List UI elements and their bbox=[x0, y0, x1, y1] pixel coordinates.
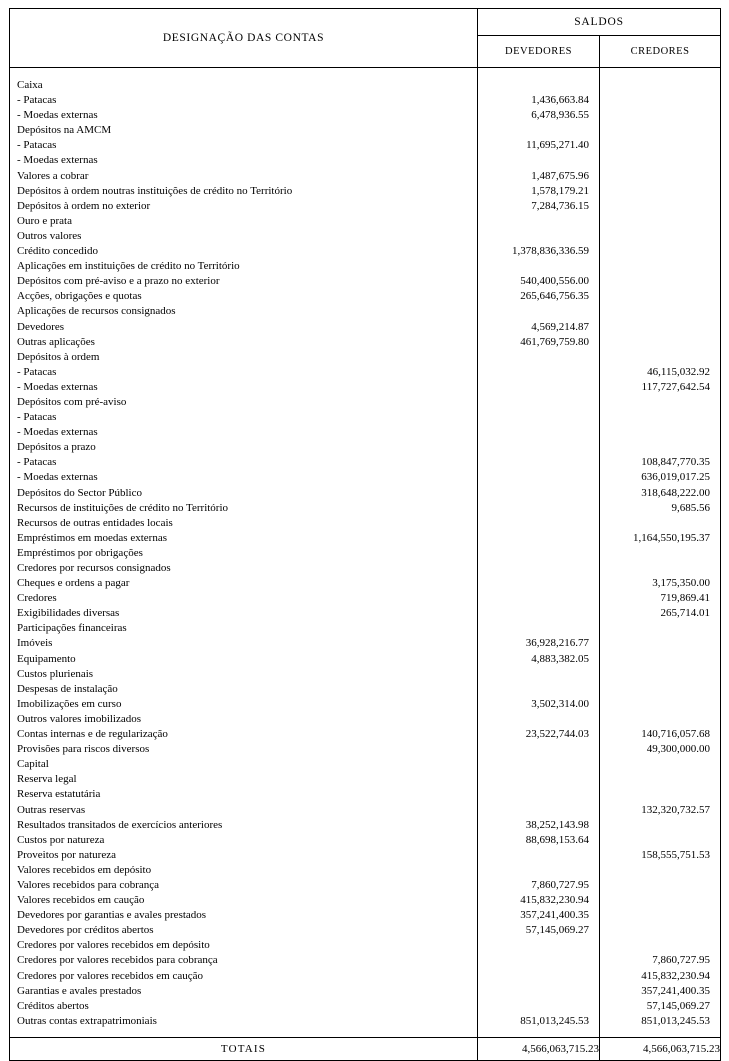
credores-value bbox=[600, 274, 720, 289]
devedores-value bbox=[478, 848, 599, 863]
account-label: - Moedas externas bbox=[17, 154, 98, 167]
credores-value: 719,869.41 bbox=[660, 592, 710, 605]
credores-value: 851,013,245.53 bbox=[641, 1014, 710, 1027]
credores-value: 7,860,727.95 bbox=[652, 954, 710, 967]
devedores-value bbox=[478, 410, 599, 425]
credores-value bbox=[600, 712, 720, 727]
credores-column bbox=[600, 68, 721, 1038]
account-label: Depósitos com pré-aviso e a prazo no exterior bbox=[17, 275, 220, 288]
devedores-value bbox=[478, 455, 599, 470]
devedores-value bbox=[478, 546, 599, 561]
devedores-value bbox=[478, 621, 599, 636]
balance-sheet-table bbox=[9, 8, 721, 1061]
account-label: Caixa bbox=[17, 79, 43, 91]
credores-value: 265,714.01 bbox=[660, 607, 710, 620]
credores-value bbox=[600, 184, 720, 199]
account-label: Provisões para riscos diversos bbox=[17, 743, 150, 756]
table-body-row bbox=[10, 68, 721, 1038]
account-label: Credores por valores recebidos em caução bbox=[17, 969, 204, 982]
account-label: Equipamento bbox=[17, 652, 76, 665]
devedores-value bbox=[478, 440, 599, 455]
account-label: Outros valores imobilizados bbox=[17, 712, 142, 725]
credores-value bbox=[600, 893, 720, 908]
devedores-column bbox=[478, 68, 600, 1038]
credores-value bbox=[600, 395, 720, 410]
credores-value bbox=[600, 169, 720, 184]
credores-value bbox=[600, 697, 720, 712]
designation-column bbox=[10, 68, 478, 1038]
credores-value bbox=[600, 78, 720, 93]
account-label: Valores recebidos para cobrança bbox=[17, 878, 160, 891]
account-label: Aplicações em instituições de crédito no Território bbox=[17, 260, 240, 273]
devedores-value bbox=[478, 742, 599, 757]
credores-value bbox=[600, 123, 720, 138]
account-label: Garantias e avales prestados bbox=[17, 984, 142, 997]
credores-value: 140,716,057.68 bbox=[641, 728, 710, 741]
account-label: - Patacas bbox=[17, 94, 57, 107]
credores-value bbox=[600, 546, 720, 561]
devedores-value bbox=[478, 757, 599, 772]
credores-value bbox=[600, 757, 720, 772]
totals-label: TOTAIS bbox=[10, 1037, 478, 1060]
credores-value: 117,727,642.54 bbox=[641, 380, 710, 393]
credores-value bbox=[600, 304, 720, 319]
credores-value bbox=[600, 214, 720, 229]
credores-value bbox=[600, 350, 720, 365]
account-label: Outras reservas bbox=[17, 803, 86, 816]
credores-rows bbox=[600, 68, 720, 1037]
account-label: - Patacas bbox=[17, 411, 57, 424]
devedores-value bbox=[478, 787, 599, 802]
devedores-value bbox=[478, 682, 599, 697]
credores-value: 9,685.56 bbox=[671, 501, 710, 514]
header-credores: CREDORES bbox=[600, 36, 721, 68]
totals-devedores: 4,566,063,715.23 bbox=[478, 1037, 600, 1060]
credores-value bbox=[600, 818, 720, 833]
header-saldos: SALDOS bbox=[478, 9, 721, 36]
devedores-value bbox=[478, 425, 599, 440]
credores-value bbox=[600, 108, 720, 123]
devedores-value: 415,832,230.94 bbox=[520, 894, 589, 907]
credores-value: 49,300,000.00 bbox=[646, 743, 710, 756]
devedores-value bbox=[478, 516, 599, 531]
account-label: Recursos de outras entidades locais bbox=[17, 516, 173, 529]
account-label: Custos por natureza bbox=[17, 833, 105, 846]
account-label: Outras aplicações bbox=[17, 335, 95, 348]
account-label: Reserva legal bbox=[17, 773, 77, 786]
credores-value bbox=[600, 938, 720, 953]
credores-value bbox=[600, 636, 720, 651]
account-label: - Patacas bbox=[17, 456, 57, 469]
account-label: Depósitos à ordem noutras instituições de crédito no Território bbox=[17, 184, 293, 197]
devedores-value: 357,241,400.35 bbox=[520, 909, 589, 922]
credores-value bbox=[600, 652, 720, 667]
credores-value: 46,115,032.92 bbox=[647, 365, 710, 378]
account-label: Imóveis bbox=[17, 637, 53, 650]
credores-value bbox=[600, 440, 720, 455]
account-label: Depósitos do Sector Público bbox=[17, 486, 142, 499]
account-label: - Moedas externas bbox=[17, 471, 98, 484]
account-label: Depósitos à ordem bbox=[17, 350, 100, 363]
credores-value: 318,648,222.00 bbox=[641, 486, 710, 499]
credores-value bbox=[600, 863, 720, 878]
account-label: Credores bbox=[17, 592, 57, 605]
credores-value bbox=[600, 335, 720, 350]
devedores-value bbox=[478, 501, 599, 516]
account-label: Empréstimos em moedas externas bbox=[17, 531, 167, 544]
table-head bbox=[10, 9, 721, 68]
account-label: Devedores por garantias e avales prestados bbox=[17, 909, 207, 922]
devedores-value bbox=[478, 561, 599, 576]
devedores-value: 11,695,271.40 bbox=[526, 139, 589, 152]
account-label: Depósitos à ordem no exterior bbox=[17, 199, 151, 212]
devedores-value bbox=[478, 953, 599, 968]
account-label: Depósitos a prazo bbox=[17, 441, 96, 454]
devedores-value: 265,646,756.35 bbox=[520, 290, 589, 303]
account-label: Devedores bbox=[17, 320, 65, 333]
account-label: Empréstimos por obrigações bbox=[17, 546, 143, 559]
account-label: Créditos abertos bbox=[17, 999, 89, 1012]
account-label: Capital bbox=[17, 758, 49, 771]
devedores-value: 36,928,216.77 bbox=[525, 637, 589, 650]
devedores-value: 4,883,382.05 bbox=[531, 652, 589, 665]
devedores-value bbox=[478, 803, 599, 818]
account-label: Credores por valores recebidos em depósito bbox=[17, 939, 210, 952]
header-devedores: DEVEDORES bbox=[478, 36, 600, 68]
credores-value bbox=[600, 153, 720, 168]
account-label: Valores a cobrar bbox=[17, 169, 89, 182]
account-label: Proveitos por natureza bbox=[17, 848, 116, 861]
credores-value: 132,320,732.57 bbox=[641, 803, 710, 816]
devedores-value bbox=[478, 229, 599, 244]
devedores-value bbox=[478, 712, 599, 727]
account-label: - Moedas externas bbox=[17, 426, 98, 439]
credores-value: 636,019,017.25 bbox=[641, 471, 710, 484]
account-label: Exigibilidades diversas bbox=[17, 607, 120, 620]
table-body bbox=[10, 68, 721, 1061]
devedores-value: 6,478,936.55 bbox=[531, 109, 589, 122]
credores-value bbox=[600, 878, 720, 893]
account-label: Crédito concedido bbox=[17, 245, 98, 258]
devedores-value bbox=[478, 999, 599, 1014]
credores-value bbox=[600, 621, 720, 636]
devedores-value: 851,013,245.53 bbox=[520, 1014, 589, 1027]
account-label: - Patacas bbox=[17, 365, 57, 378]
account-label: - Moedas externas bbox=[17, 380, 98, 393]
account-label: Recursos de instituições de crédito no Território bbox=[17, 501, 229, 514]
credores-value bbox=[600, 923, 720, 938]
devedores-value bbox=[478, 606, 599, 621]
account-label: Credores por valores recebidos para cobrança bbox=[17, 954, 218, 967]
credores-value bbox=[600, 908, 720, 923]
devedores-value bbox=[478, 395, 599, 410]
devedores-value bbox=[478, 984, 599, 999]
devedores-value bbox=[478, 531, 599, 546]
credores-value bbox=[600, 561, 720, 576]
credores-value bbox=[600, 259, 720, 274]
credores-value bbox=[600, 244, 720, 259]
account-label: Depósitos com pré-aviso bbox=[17, 395, 127, 408]
devedores-value bbox=[478, 772, 599, 787]
credores-value bbox=[600, 787, 720, 802]
devedores-value: 540,400,556.00 bbox=[520, 275, 589, 288]
devedores-value bbox=[478, 667, 599, 682]
account-label: Ouro e prata bbox=[17, 214, 72, 227]
devedores-value bbox=[478, 304, 599, 319]
account-label: Despesas de instalação bbox=[17, 682, 118, 695]
credores-value bbox=[600, 93, 720, 108]
devedores-value: 1,436,663.84 bbox=[531, 94, 589, 107]
devedores-value: 461,769,759.80 bbox=[520, 335, 589, 348]
credores-value: 57,145,069.27 bbox=[646, 999, 710, 1012]
credores-value bbox=[600, 229, 720, 244]
credores-value bbox=[600, 667, 720, 682]
devedores-value: 1,487,675.96 bbox=[531, 169, 589, 182]
credores-value: 3,175,350.00 bbox=[652, 577, 710, 590]
devedores-value bbox=[478, 123, 599, 138]
account-label: Custos plurienais bbox=[17, 667, 94, 680]
account-label: Resultados transitados de exercícios anteriores bbox=[17, 818, 223, 831]
account-label: Valores recebidos em depósito bbox=[17, 863, 152, 876]
credores-value bbox=[600, 199, 720, 214]
account-label: Reserva estatutária bbox=[17, 788, 101, 801]
account-label: Outras contas extrapatrimoniais bbox=[17, 1014, 157, 1027]
account-label: Valores recebidos em caução bbox=[17, 894, 145, 907]
credores-value: 415,832,230.94 bbox=[641, 969, 710, 982]
account-label: Acções, obrigações e quotas bbox=[17, 290, 142, 303]
devedores-value: 57,145,069.27 bbox=[525, 924, 589, 937]
account-label: Depósitos na AMCM bbox=[17, 124, 112, 137]
devedores-value: 88,698,153.64 bbox=[525, 833, 589, 846]
credores-value bbox=[600, 682, 720, 697]
designation-rows bbox=[10, 68, 477, 1037]
account-label: Participações financeiras bbox=[17, 622, 127, 635]
devedores-value: 1,578,179.21 bbox=[531, 184, 589, 197]
credores-value bbox=[600, 289, 720, 304]
devedores-value: 23,522,744.03 bbox=[525, 728, 589, 741]
header-designacao: DESIGNAÇÃO DAS CONTAS bbox=[10, 9, 478, 68]
credores-value bbox=[600, 833, 720, 848]
devedores-value bbox=[478, 153, 599, 168]
devedores-value bbox=[478, 863, 599, 878]
devedores-rows bbox=[478, 68, 599, 1037]
devedores-value bbox=[478, 365, 599, 380]
devedores-value: 38,252,143.98 bbox=[525, 818, 589, 831]
account-label: Aplicações de recursos consignados bbox=[17, 305, 176, 318]
account-label: - Moedas externas bbox=[17, 109, 98, 122]
totals-row bbox=[10, 1037, 721, 1060]
devedores-value: 7,860,727.95 bbox=[531, 878, 589, 891]
credores-value: 1,164,550,195.37 bbox=[633, 531, 710, 544]
devedores-value bbox=[478, 969, 599, 984]
credores-value bbox=[600, 425, 720, 440]
account-label: Outros valores bbox=[17, 229, 82, 242]
credores-value: 108,847,770.35 bbox=[641, 456, 710, 469]
credores-value bbox=[600, 410, 720, 425]
credores-value bbox=[600, 138, 720, 153]
devedores-value: 3,502,314.00 bbox=[531, 697, 589, 710]
devedores-value bbox=[478, 380, 599, 395]
devedores-value bbox=[478, 214, 599, 229]
devedores-value bbox=[478, 486, 599, 501]
devedores-value bbox=[478, 259, 599, 274]
devedores-value bbox=[478, 78, 599, 93]
devedores-value: 7,284,736.15 bbox=[531, 199, 589, 212]
account-label: Contas internas e de regularização bbox=[17, 728, 168, 741]
totals-credores: 4,566,063,715.23 bbox=[600, 1037, 721, 1060]
devedores-value: 4,569,214.87 bbox=[531, 320, 589, 333]
devedores-value bbox=[478, 938, 599, 953]
credores-value: 158,555,751.53 bbox=[641, 848, 710, 861]
devedores-value: 1,378,836,336.59 bbox=[512, 245, 589, 258]
account-label: Imobilizações em curso bbox=[17, 697, 122, 710]
credores-value: 357,241,400.35 bbox=[641, 984, 710, 997]
devedores-value bbox=[478, 591, 599, 606]
devedores-value bbox=[478, 470, 599, 485]
header-row-top bbox=[10, 9, 721, 36]
devedores-value bbox=[478, 350, 599, 365]
credores-value bbox=[600, 516, 720, 531]
devedores-value bbox=[478, 576, 599, 591]
account-label: Devedores por créditos abertos bbox=[17, 924, 154, 937]
account-label: - Patacas bbox=[17, 139, 57, 152]
credores-value bbox=[600, 772, 720, 787]
account-label: Cheques e ordens a pagar bbox=[17, 577, 130, 590]
credores-value bbox=[600, 320, 720, 335]
account-label: Credores por recursos consignados bbox=[17, 562, 171, 574]
